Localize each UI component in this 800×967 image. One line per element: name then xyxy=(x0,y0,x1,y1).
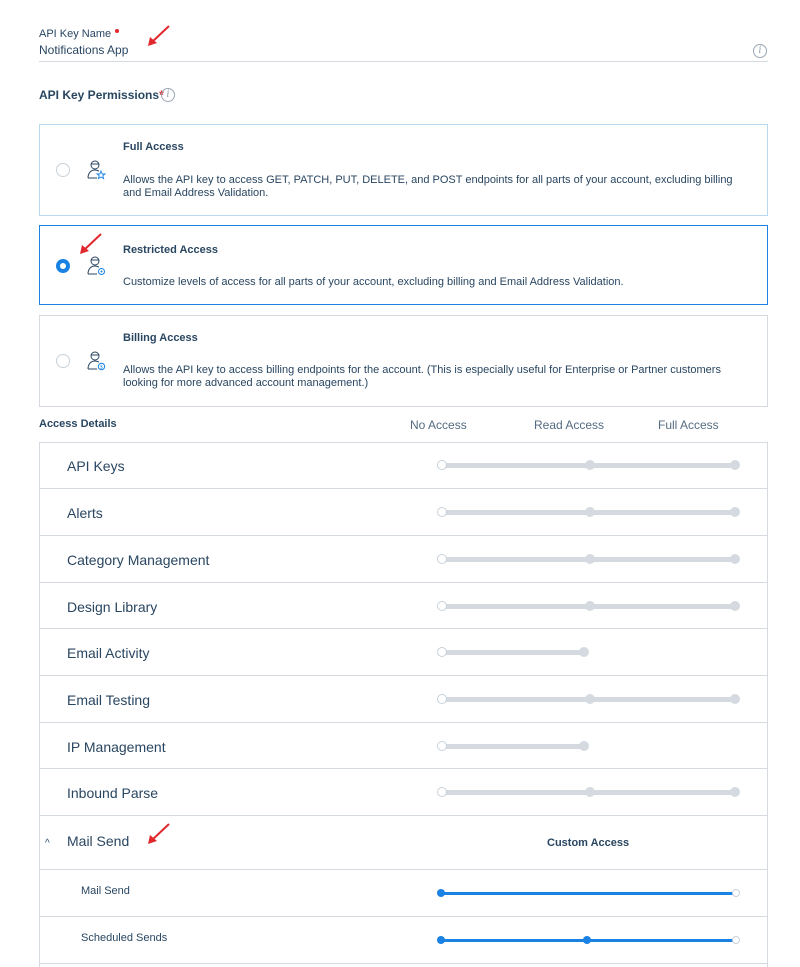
table-sub-row xyxy=(40,870,767,917)
access-slider-track[interactable] xyxy=(443,744,586,749)
radio-full-access[interactable] xyxy=(56,163,70,177)
slider-stop[interactable] xyxy=(730,507,740,517)
row-label: Email Activity xyxy=(67,645,150,661)
slider-stop[interactable] xyxy=(437,936,445,944)
user-star-icon xyxy=(86,159,106,181)
slider-stop[interactable] xyxy=(579,741,589,751)
slider-stop[interactable] xyxy=(437,889,445,897)
table-row xyxy=(40,629,767,676)
table-row xyxy=(40,583,767,629)
column-full-access: Full Access xyxy=(658,418,719,432)
chevron-up-icon[interactable]: ^ xyxy=(45,838,50,849)
table-sub-row xyxy=(40,917,767,964)
slider-handle[interactable] xyxy=(437,460,447,470)
input-underline xyxy=(39,61,768,62)
row-label: API Keys xyxy=(67,458,125,474)
custom-access-label: Custom Access xyxy=(547,837,630,849)
slider-handle[interactable] xyxy=(437,554,447,564)
access-slider-track[interactable] xyxy=(441,892,735,895)
table-row xyxy=(40,769,767,816)
api-key-name-input[interactable]: Notifications App xyxy=(39,43,129,57)
row-label: Mail Send xyxy=(67,833,130,849)
permission-option-full-access[interactable] xyxy=(39,124,768,216)
slider-handle[interactable] xyxy=(437,507,447,517)
slider-stop[interactable] xyxy=(585,507,595,517)
option-title: Billing Access xyxy=(123,332,198,344)
user-dollar-icon xyxy=(86,350,106,372)
annotation-arrow-icon xyxy=(78,232,104,256)
permission-option-billing-access[interactable] xyxy=(39,315,768,407)
row-label: Category Management xyxy=(67,552,210,568)
table-row xyxy=(40,723,767,769)
row-label: Alerts xyxy=(67,505,103,521)
user-gear-icon xyxy=(86,255,106,277)
access-details-table xyxy=(39,442,768,967)
permissions-heading: API Key Permissions* xyxy=(39,88,164,102)
column-no-access: No Access xyxy=(410,418,467,432)
info-icon[interactable]: i xyxy=(161,88,175,102)
radio-restricted-access[interactable] xyxy=(56,259,70,273)
slider-handle[interactable] xyxy=(437,787,447,797)
table-row xyxy=(40,489,767,536)
slider-stop[interactable] xyxy=(730,460,740,470)
slider-stop[interactable] xyxy=(730,694,740,704)
row-label: IP Management xyxy=(67,739,166,755)
sub-row-label: Scheduled Sends xyxy=(81,932,168,944)
api-key-name-label: API Key Name xyxy=(39,28,119,40)
slider-stop[interactable] xyxy=(585,787,595,797)
slider-stop[interactable] xyxy=(730,601,740,611)
slider-handle[interactable] xyxy=(437,647,447,657)
option-description: Allows the API key to access GET, PATCH, PUT, DELETE, and POST endpoints for all parts of your account, excluding billing and Email Address Validation. xyxy=(123,174,733,199)
table-row xyxy=(40,536,767,583)
svg-text:$: $ xyxy=(99,364,104,371)
info-icon[interactable]: i xyxy=(753,44,767,58)
slider-stop[interactable] xyxy=(730,787,740,797)
annotation-arrow-icon xyxy=(146,822,172,846)
radio-billing-access[interactable] xyxy=(56,354,70,368)
permission-option-restricted-access[interactable] xyxy=(39,225,768,305)
required-indicator xyxy=(115,29,119,33)
slider-stop[interactable] xyxy=(585,460,595,470)
slider-stop[interactable] xyxy=(585,694,595,704)
row-label: Email Testing xyxy=(67,692,151,708)
slider-stop[interactable] xyxy=(732,936,740,944)
slider-handle[interactable] xyxy=(437,741,447,751)
slider-handle[interactable] xyxy=(732,889,740,897)
slider-stop[interactable] xyxy=(585,554,595,564)
option-description: Allows the API key to access billing endpoints for the account. (This is especially useful for Enterprise or Partner customers looking for more advanced account management.) xyxy=(123,364,721,389)
slider-stop[interactable] xyxy=(579,647,589,657)
slider-stop[interactable] xyxy=(585,601,595,611)
row-label: Inbound Parse xyxy=(67,785,159,801)
sub-row-label: Mail Send xyxy=(81,885,130,897)
annotation-arrow-icon xyxy=(146,24,172,48)
slider-handle[interactable] xyxy=(583,936,591,944)
table-row xyxy=(40,676,767,723)
table-row xyxy=(40,443,767,489)
option-title: Full Access xyxy=(123,141,184,153)
row-label: Design Library xyxy=(67,599,158,615)
slider-handle[interactable] xyxy=(437,601,447,611)
slider-stop[interactable] xyxy=(730,554,740,564)
option-title: Restricted Access xyxy=(123,244,218,256)
access-slider-track[interactable] xyxy=(443,650,586,655)
option-description: Customize levels of access for all parts of your account, excluding billing and Email Address Validation. xyxy=(123,276,624,288)
column-read-access: Read Access xyxy=(534,418,605,432)
access-details-heading: Access Details xyxy=(39,418,117,430)
slider-handle[interactable] xyxy=(437,694,447,704)
